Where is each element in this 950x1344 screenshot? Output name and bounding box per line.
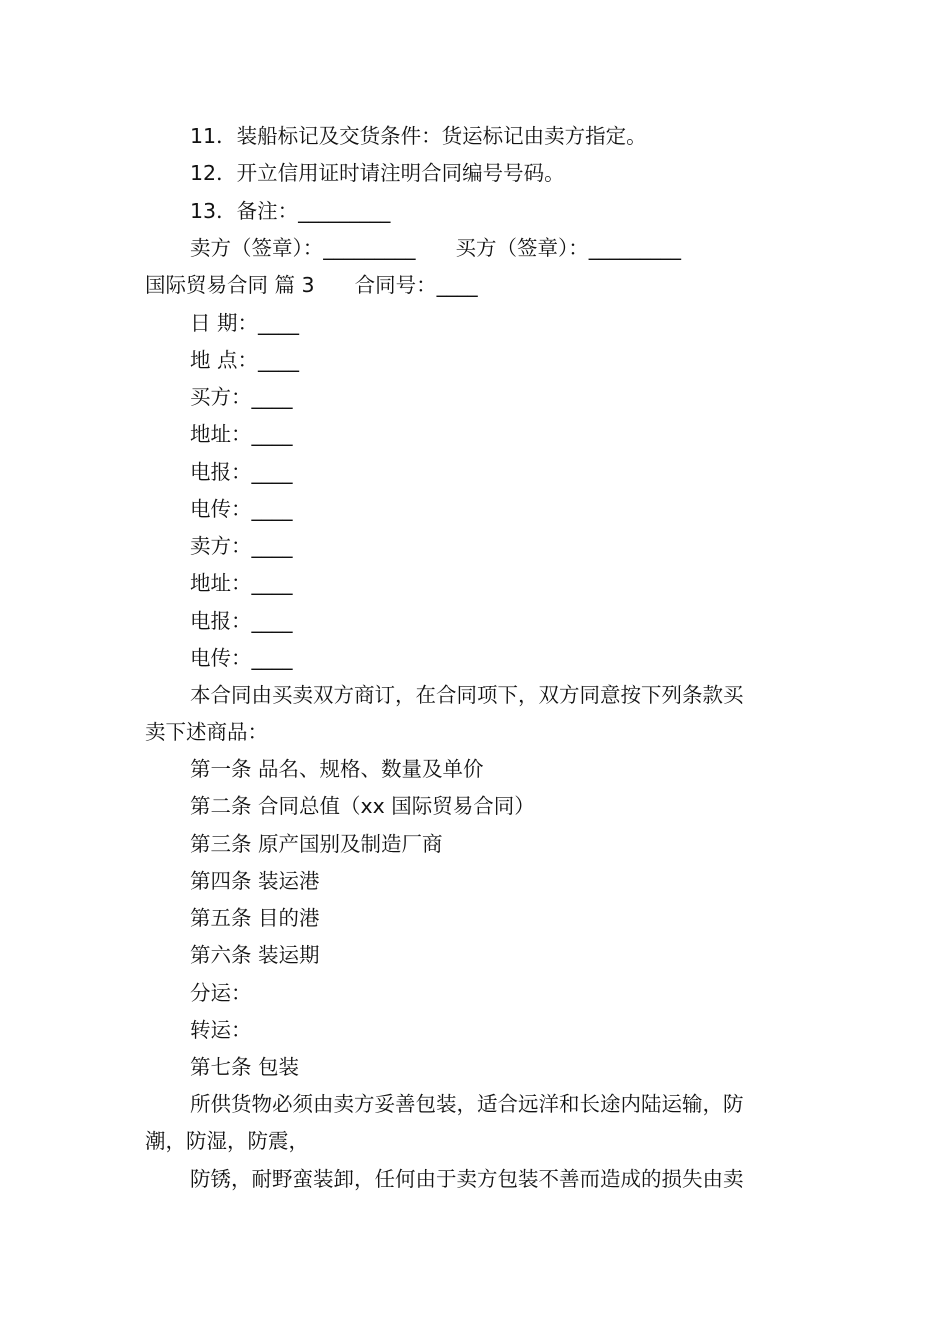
intro-paragraph-line2: 卖下述商品： — [145, 720, 268, 744]
contract-number: 合同号：____ — [354, 273, 478, 297]
packing-paragraph-line3: 防锈，耐野蛮装卸，任何由于卖方包装不善而造成的损失由卖 — [190, 1167, 744, 1191]
contract-heading — [145, 272, 478, 298]
article-3: 第三条 原产国别及制造厂商 — [190, 832, 443, 856]
contract-title: 国际贸易合同 篇 3 — [145, 273, 315, 297]
seller-signature: 卖方（签章）：_________ — [190, 236, 416, 260]
article-6: 第六条 装运期 — [190, 943, 320, 967]
field-date: 日 期：____ — [190, 311, 300, 335]
field-place: 地 点：____ — [190, 348, 300, 372]
field-seller-telegram: 电报：____ — [190, 609, 293, 633]
clause-11: 11．装船标记及交货条件：货运标记由卖方指定。 — [190, 124, 647, 148]
packing-paragraph-line1: 所供货物必须由卖方妥善包装，适合远洋和长途内陆运输，防 — [190, 1092, 744, 1116]
field-buyer-telex: 电传：____ — [190, 497, 293, 521]
article-1: 第一条 品名、规格、数量及单价 — [190, 757, 484, 781]
field-buyer: 买方：____ — [190, 385, 293, 409]
article-7: 第七条 包装 — [190, 1055, 300, 1079]
article-4: 第四条 装运港 — [190, 869, 320, 893]
article-5: 第五条 目的港 — [190, 906, 320, 930]
clause-13-remarks: 13．备注：_________ — [190, 199, 391, 223]
field-buyer-telegram: 电报：____ — [190, 460, 293, 484]
buyer-signature: 买方（签章）：_________ — [455, 236, 681, 260]
signature-row — [190, 235, 681, 261]
field-seller-telex: 电传：____ — [190, 646, 293, 670]
transshipment: 转运： — [190, 1018, 252, 1042]
field-buyer-address: 地址：____ — [190, 422, 293, 446]
packing-paragraph-line2: 潮，防湿，防震， — [145, 1129, 309, 1153]
field-seller-address: 地址：____ — [190, 571, 293, 595]
partial-shipment: 分运： — [190, 981, 252, 1005]
clause-12: 12．开立信用证时请注明合同编号号码。 — [190, 161, 565, 185]
article-2: 第二条 合同总值（xx 国际贸易合同） — [190, 794, 535, 818]
intro-paragraph-line1: 本合同由买卖双方商订，在合同项下，双方同意按下列条款买 — [190, 683, 744, 707]
field-seller: 卖方：____ — [190, 534, 293, 558]
